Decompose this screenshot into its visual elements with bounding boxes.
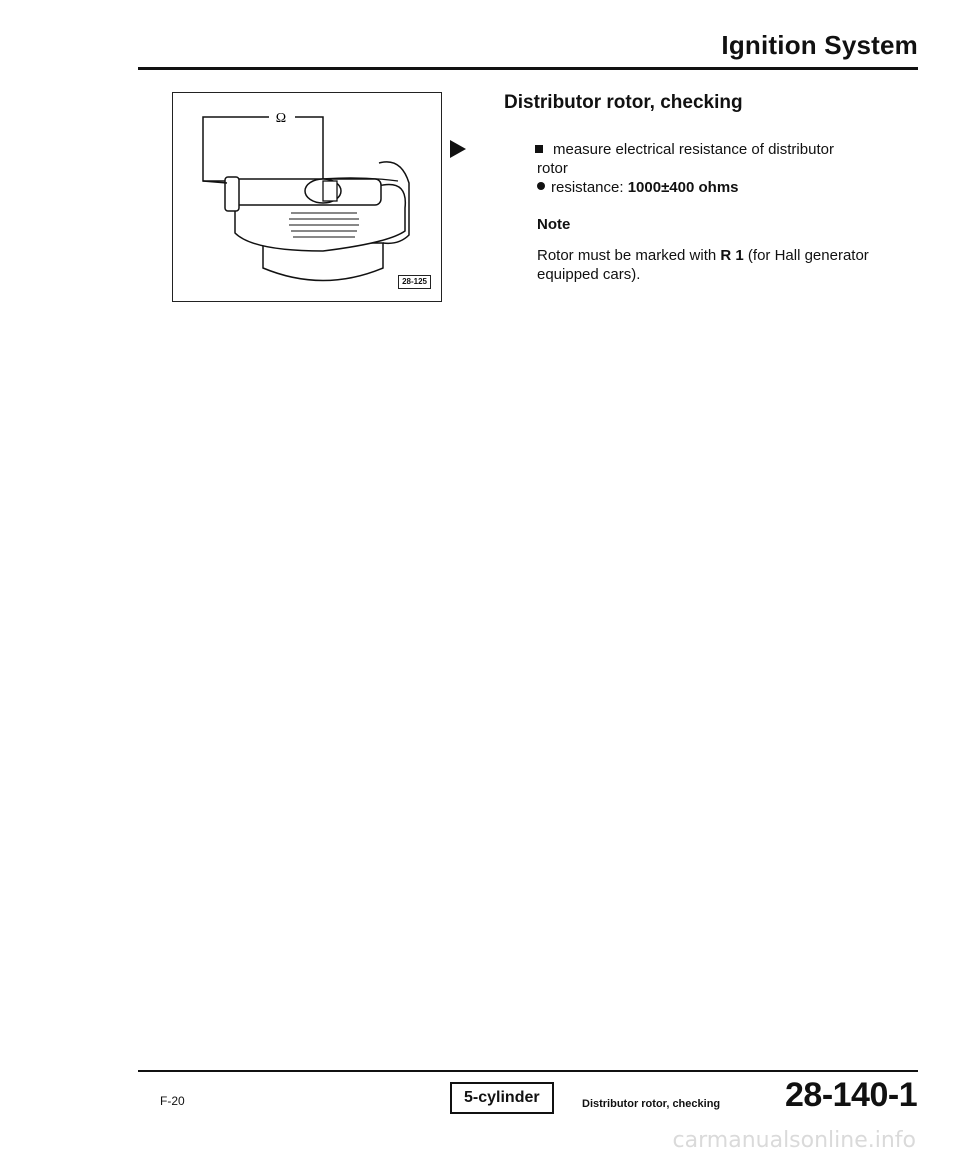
step-text-line1: measure electrical resistance of distributor: [553, 141, 834, 158]
rotor-figure: [172, 92, 442, 302]
variant-badge: 5-cylinder: [450, 1082, 554, 1114]
figure-id-label: 28-125: [398, 275, 431, 289]
page-header-title: Ignition System: [721, 30, 918, 60]
spec-label: resistance:: [551, 179, 628, 196]
ohm-symbol: Ω: [275, 111, 287, 126]
spec-item: [537, 178, 739, 197]
arrow-right-icon: [450, 140, 466, 158]
page-number: 28-140-1: [785, 1076, 918, 1114]
round-bullet-icon: [537, 182, 545, 190]
note-heading: Note: [537, 216, 571, 233]
note-text-part: Rotor must be marked with: [537, 247, 721, 264]
footer-page-ref: F-20: [160, 1094, 185, 1108]
step-text-line2: rotor: [537, 160, 568, 177]
meter-lead-left: [203, 117, 269, 181]
footer-rule: [138, 1070, 918, 1072]
note-text: [537, 246, 877, 284]
watermark-text: carmanualsonline.info: [672, 1128, 916, 1153]
header-rule: [138, 67, 918, 70]
rotor-illustration: [173, 93, 441, 301]
footer-caption: Distributor rotor, checking: [582, 1098, 721, 1110]
note-text-part: (for Hall generator equipped cars).: [537, 247, 869, 283]
square-bullet-icon: [535, 145, 543, 153]
rotor-contact: [225, 177, 239, 211]
section-title: Distributor rotor, checking: [504, 92, 743, 113]
note-marking: R 1: [720, 247, 744, 264]
step-item: [537, 140, 897, 178]
spec-value: 1000±400 ohms: [627, 179, 739, 196]
